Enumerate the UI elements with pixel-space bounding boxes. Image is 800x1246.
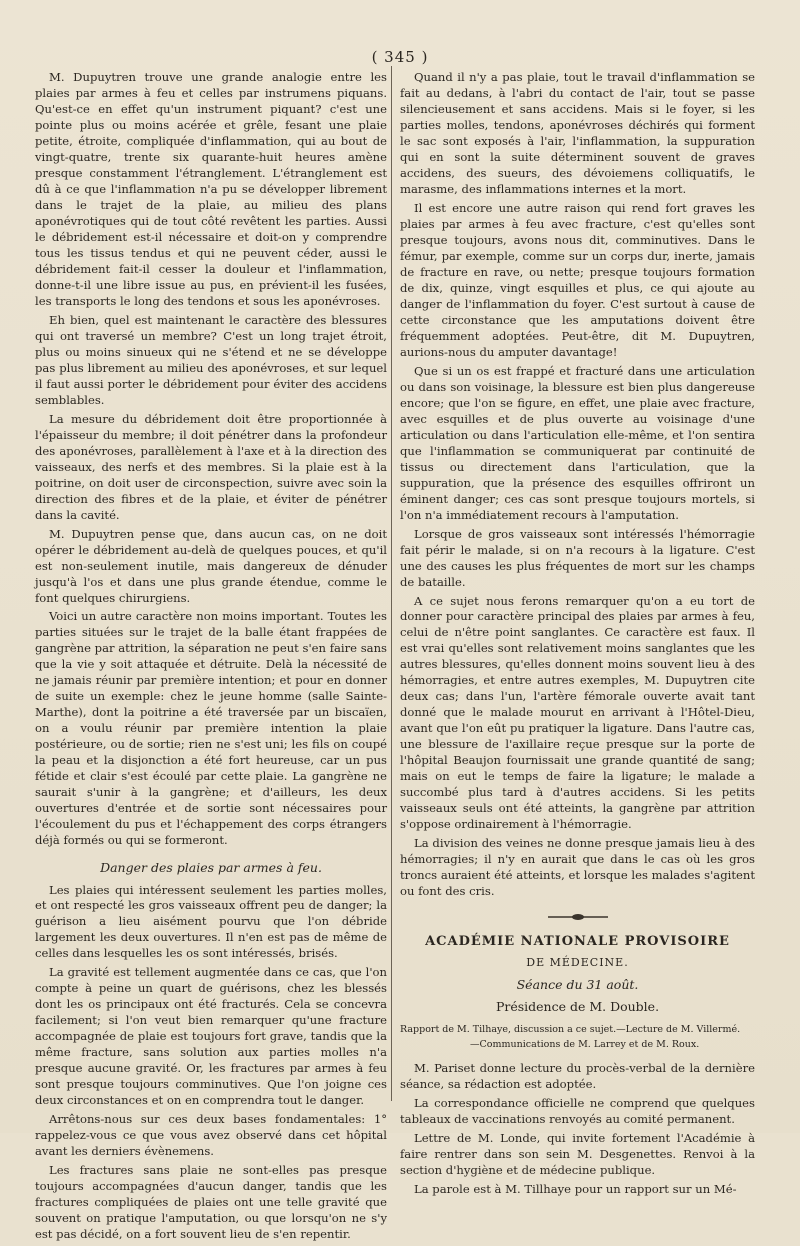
paragraph: A ce sujet nous ferons remarquer qu'on a eu tort de donner pour caractère principal des plaies par armes à feu, celui de n'être point sanglantes. Ce caractère est faux. Il est vrai qu'elles sont relativement moins sanglantes que les autres blessures, qu'elles donnent moins souvent lieu à des hémorragies, et entre autres exemples, M. Dupuytren cite deux cas; dans l'un, l'artère fémorale ouverte avait tant donné que le malade mourut en arrivant à l'Hôtel-Dieu, avant que l'on eût pu pratiquer la ligature. Dans l'autre cas, une blessure de l'axillaire reçue presque sur la porte de l'hôpital Beaujon fournissait une grande quantité de sang; mais on eut le temps de faire la ligature; le malade a succombé plus tard à d'autres accidens. Si les petits vaisseaux seuls ont été atteints, la gangrène par attrition s'oppose ordinairement à l'hémorragie. (400, 593, 755, 832)
paragraph: Quand il n'y a pas plaie, tout le travail d'inflammation se fait au dedans, à l'abri du contact de l'air, tout se passe silencieusement et sans accidens. Mais si le foyer, si les parties molles, tendons, aponévroses déchirés qui forment le sac sont exposés à l'air, l'inflammation, la suppuration qui en sont la suite déterminent souvent de graves accidens, des sueurs, des dévoiemens colliquatifs, le marasme, des inflammations internes et la mort. (400, 70, 755, 196)
paragraph: Les plaies qui intéressent seulement les parties molles, et ont respecté les gros vaisseaux offrent peu de danger; la guérison a lieu aisément pourvu que l'on débride largement les deux ouvertures. Il n'en est pas de même de celles dans lesquelles les os sont intéressés, brisés. (35, 882, 387, 961)
session-heading: Séance du 31 août. (516, 977, 639, 993)
left-column (35, 70, 387, 1246)
section-title: Danger des plaies par armes à feu. (100, 860, 322, 876)
paragraph: M. Pariset donne lecture du procès-verbal de la dernière séance, sa rédaction est adoptée. (400, 1061, 755, 1092)
paragraph: Il est encore une autre raison qui rend fort graves les plaies par armes à feu avec fracture, c'est qu'elles sont presque toujours, avons nous dit, comminutives. Dans le fémur, par exemple, comme sur un corps dur, inerte, jamais de fracture en rave, ou nette; presque toujours formation de dix, quinze, vingt esquilles et plus, ce qui ajoute au danger de l'inflammation du foyer. C'est surtout à cause de cette circonstance que les amputations doivent être fréquemment adoptées. Peut-être, dit M. Dupuytren, aurions-nous du amputer davantage! (400, 200, 755, 359)
paragraph: Arrêtons-nous sur ces deux bases fondamentales: 1° rappelez-vous ce que vous avez observé dans cet hôpital avant les derniers évènemens. (35, 1112, 387, 1159)
paragraph: Que si un os est frappé et fracturé dans une articulation ou dans son voisinage, la blessure est bien plus dangereuse encore; que l'on se figure, en effet, une plaie avec fracture, avec esquilles et de plus ouverte au voisinage d'une articulation ou dans l'articulation elle-même, et l'on sentira que l'inflammation se communiquerat par continuité de tissus ou directement dans l'articulation, que la suppuration, que la présence des esquilles offriront un éminent danger; ces cas sont presque toujours mortels, si l'on n'a immédiatement recours à l'amputation. (400, 363, 755, 522)
academy-subtitle: DE MÉDECINE. (526, 956, 629, 970)
right-column (400, 70, 755, 1201)
page-number: ( 345 ) (371, 48, 429, 66)
ornamental-separator (400, 910, 755, 925)
paragraph: La gravité est tellement augmentée dans ce cas, que l'on compte à peine un quart de guérisons, chez les blessés dont les os principaux ont été fracturés. Cela se concevra facilement; si l'on veut bien remarquer qu'une fracture accompagnée de plaie est toujours fort grave, tandis que la même fracture, sans solution aux parties molles n'a presque aucune gravité. Or, les fractures par armes à feu sont presque toujours comminutives. Que l'on joigne ces deux circonstances et on en comprendra tout le danger. (35, 965, 387, 1108)
paragraph: La correspondance officielle ne comprend que quelques tableaux de vaccinations renvoyés au comité permanent. (400, 1096, 755, 1127)
paragraph: Lettre de M. Londe, qui invite fortement l'Académie à faire rentrer dans son sein M. Desgenettes. Renvoi à la section d'hygiène et de médecine publique. (400, 1131, 755, 1178)
paragraph: La parole est à M. Tillhaye pour un rapport sur un Mé- (414, 1182, 737, 1197)
paragraph: La mesure du débridement doit être proportionnée à l'épaisseur du membre; il doit pénétrer dans la profondeur des aponévroses, parallèlement à l'axe et à la direction des vaisseaux, des nerfs et des membres. Si la plaie est à la poitrine, on doit user de circonspection, suivre avec soin la direction des fibres et de la plaie, et éviter de pénétrer dans la cavité. (35, 411, 387, 522)
summary-line: Rapport de M. Tilhaye, discussion a ce sujet.—Lecture de M. Villermé. (400, 1023, 741, 1035)
paragraph: Lorsque de gros vaisseaux sont intéressés l'hémorragie fait périr le malade, si on n'a recours à la ligature. C'est une des causes les plus fréquentes de mort sur les champs de bataille. (400, 526, 755, 589)
summary-line: —Communications de M. Larrey et de M. Roux. (470, 1039, 700, 1051)
paragraph: Eh bien, quel est maintenant le caractère des blessures qui ont traversé un membre? C'est un long trajet étroit, plus ou moins sinueux qui ne s'étend et ne se développe pas plus librement au milieu des aponévroses, et sur lequel il faut aussi porter le débridement pour éviter des accidens semblables. (35, 312, 387, 407)
paragraph: M. Dupuytren pense que, dans aucun cas, on ne doit opérer le débridement au-delà de quelques pouces, et qu'il est non-seulement inutile, mais dangereux de dénuder jusqu'à l'os et dans une plus grande étendue, comme le font quelques chirurgiens. (35, 526, 387, 605)
presidence-line: Présidence de M. Double. (495, 998, 660, 1014)
paragraph: Les fractures sans plaie ne sont-elles pas presque toujours accompagnées d'aucun danger, tandis que les fractures compliquées de plaies ont une telle gravité que souvent on pratique l'amputation, ou que lorsqu'on ne s'y est pas décidé, on a fort souvent lieu de s'en repentir. (35, 1163, 387, 1242)
separator-ornament-icon (548, 913, 608, 921)
column-divider (391, 66, 392, 1101)
paragraph: Voici un autre caractère non moins important. Toutes les parties situées sur le trajet de la balle étant frappées de gangrène par attrition, la séparation ne peut s'en faire sans que la vie y soit attaquée et détruite. Delà la nécessité de ne jamais réunir par première intention; et pour en donner de suite un exemple: chez le jeune homme (salle Sainte-Marthe), dont la poitrine a été traversée par un biscaïen, on a voulu réunir par première intention la plaie postérieure, ou de sortie; rien ne s'est uni; les fils on coupé la peau et la disjonction a été fort heureuse, car un pus fétide et clair s'est écoulé par cette plaie. La gangrène ne saurait s'unir à la gangrène; et d'ailleurs, les deux ouvertures d'entrée et de sortie sont nécessaires pour l'écoulement du pus et l'échappement des corps étrangers déjà formés ou qui se formeront. (35, 609, 387, 848)
paragraph: La division des veines ne donne presque jamais lieu à des hémorragies; il n'y en aurait que dans le cas où les gros troncs auraient été atteints, et lorsque les malades s'agitent ou font des cris. (400, 836, 755, 899)
academy-title: ACADÉMIE NATIONALE PROVISOIRE (425, 934, 730, 950)
paragraph: M. Dupuytren trouve une grande analogie entre les plaies par armes à feu et celles par instrumens piquans. Qu'est-ce en effet qu'un instrument piquant? c'est une pointe plus ou moins acérée et grêle, fesant une plaie petite, étroite, compliquée d'inflammation, qui au bout de vingt-quatre, trente six quarante-huit heures amène presque constamment l'étranglement. L'étranglement est dû à ce que l'inflammation n'a pu se développer librement dans le trajet de la plaie, au milieu des plans aponévrotiques qui de tout côté revêtent les parties. Aussi le débridement est-il nécessaire et doit-on y comprendre tous les tissus tendus et qui ne peuvent céder, aussi le débridement fait-il cesser la douleur et l'inflammation, donne-t-il une libre issue au pus, en prévient-il les fusées, les transports le long des tendons et sous les aponévroses. (35, 70, 387, 308)
